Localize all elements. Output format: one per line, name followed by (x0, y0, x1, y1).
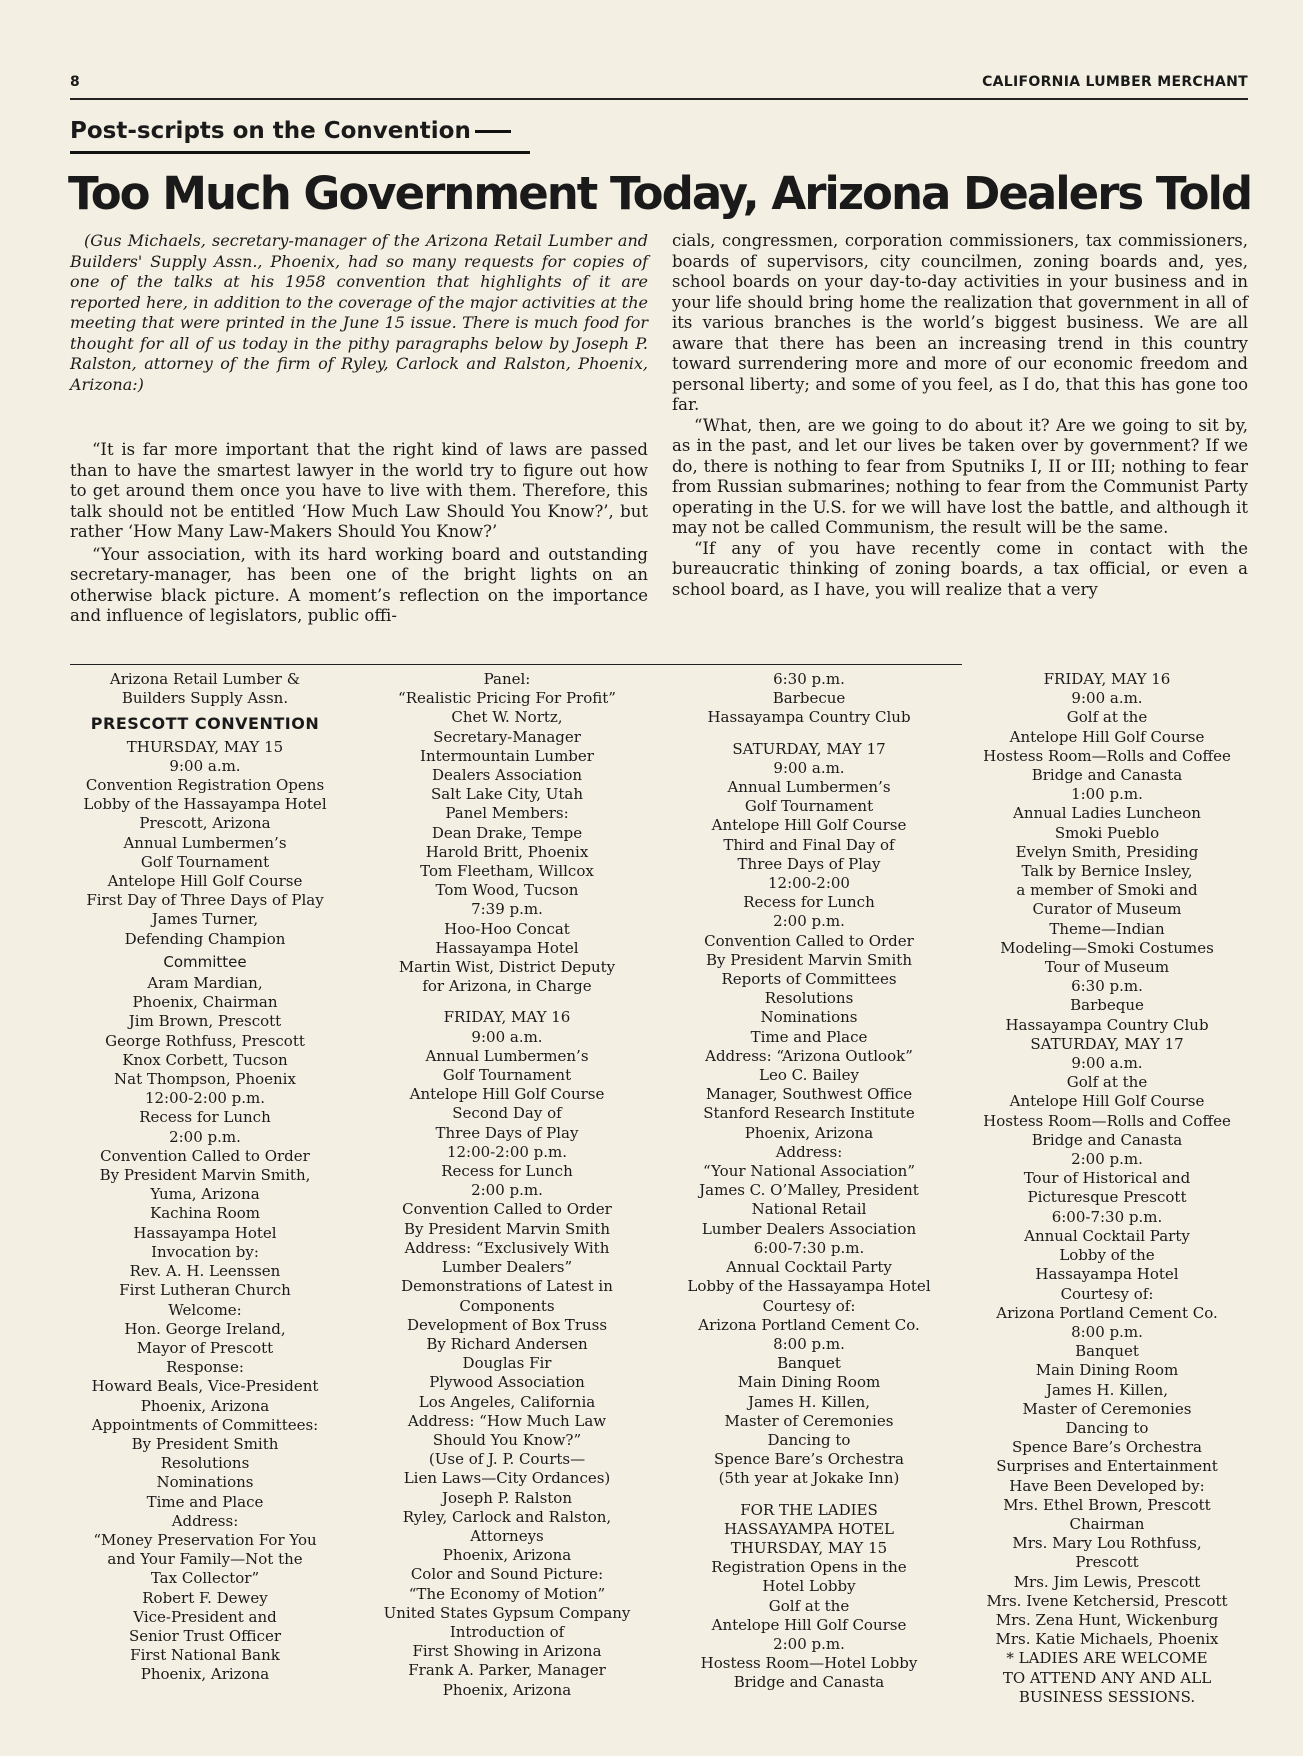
schedule-line: Phoenix, Arizona (140, 1396, 270, 1415)
schedule-line: Antelope Hill Golf Course (1009, 727, 1205, 746)
schedule-lines (366, 670, 648, 996)
schedule-column-3 (668, 670, 950, 1693)
schedule-line: Modeling—Smoki Costumes (1000, 938, 1214, 957)
schedule-line: FRIDAY, MAY 16 (443, 1008, 571, 1027)
schedule-line: Development of Box Truss (406, 1315, 608, 1334)
schedule-line: Third and Final Day of (723, 835, 895, 854)
schedule-line: Tour of Historical and (1023, 1169, 1191, 1188)
schedule-line: “Money Preservation For You (93, 1530, 317, 1549)
schedule-line: Mrs. Katie Michaels, Phoenix (995, 1630, 1219, 1649)
schedule-line: Should You Know?” (432, 1430, 582, 1449)
schedule-line: a member of Smoki and (1016, 881, 1198, 900)
assn-name (64, 670, 346, 708)
schedule-line: Spence Bare’s Orchestra (1012, 1438, 1202, 1457)
schedule-line: Martin Wist, District Deputy (398, 958, 616, 977)
schedule-lines (64, 738, 346, 949)
schedule-line: Chairman (1069, 1514, 1145, 1533)
schedule-line: James H. Killen, (1045, 1380, 1169, 1399)
schedule-line: Antelope Hill Golf Course (409, 1085, 605, 1104)
schedule-line: Vice-President and (133, 1607, 277, 1626)
schedule-line: Golf at the (1066, 708, 1148, 727)
schedule-line: Registration Opens in the (711, 1558, 907, 1577)
schedule-line: (5th year at Jokake Inn) (718, 1469, 900, 1488)
schedule-line: Panel Members: (445, 804, 569, 823)
schedule-line: Address: “Exclusively With (404, 1238, 610, 1257)
schedule-line: for Arizona, in Charge (422, 977, 592, 996)
schedule-line: Hassayampa Hotel (133, 1223, 277, 1242)
schedule-line: Yuma, Arizona (150, 1185, 260, 1204)
schedule-line: Kachina Room (150, 1204, 260, 1223)
schedule-column-1 (64, 670, 346, 1685)
article-column-right (672, 231, 1248, 600)
schedule-line: Frank A. Parker, Manager (408, 1661, 606, 1680)
schedule-line: Three Days of Play (737, 854, 881, 873)
schedule-line: First Lutheran Church (119, 1281, 291, 1300)
schedule-line: Response: (166, 1358, 244, 1377)
schedule-line: 8:00 p.m. (773, 1334, 845, 1353)
schedule-line: Chet W. Nortz, (451, 708, 563, 727)
schedule-lines (668, 670, 950, 728)
schedule-line: Tour of Museum (1044, 958, 1170, 977)
schedule-line: Hassayampa Hotel (1035, 1265, 1179, 1284)
schedule-line: Knox Corbett, Tucson (122, 1050, 288, 1069)
schedule-line: James H. Killen, (747, 1392, 871, 1411)
schedule-line: Mrs. Ethel Brown, Prescott (1003, 1495, 1211, 1514)
schedule-line: By President Smith (131, 1434, 279, 1453)
schedule-line: Salt Lake City, Utah (430, 785, 584, 804)
schedule-line: Mrs. Zena Hunt, Wickenburg (995, 1610, 1219, 1629)
schedule-line: Lobby of the Hassayampa Hotel (83, 795, 327, 814)
schedule-line: 2:00 p.m. (773, 1634, 845, 1653)
schedule-line: HASSAYAMPA HOTEL (724, 1519, 894, 1538)
schedule-line: Courtesy of: (1060, 1284, 1154, 1303)
schedule-line: Bridge and Canasta (1031, 766, 1183, 785)
spacer (668, 728, 950, 740)
schedule-line: Plywood Association (429, 1373, 585, 1392)
article-paragraph: “Your association, with its hard working board and outstanding secretary-manager, has been one of the bright lights on an otherwise black picture. A moment’s reflection on the importance and influence of legislators, public offi- (70, 544, 648, 625)
schedule-line: Tom Fleetham, Willcox (420, 862, 594, 881)
schedule-line: Hotel Lobby (762, 1577, 856, 1596)
schedule-line: James Turner, (151, 910, 259, 929)
schedule-line: Dean Drake, Tempe (431, 823, 583, 842)
schedule-line: Prescott (1075, 1553, 1139, 1572)
schedule-line: 8:00 p.m. (1071, 1322, 1143, 1341)
schedule-line: “Realistic Pricing For Profit” (398, 689, 616, 708)
publication-name: CALIFORNIA LUMBER MERCHANT (982, 74, 1248, 90)
schedule-line: Hon. George Ireland, (124, 1319, 286, 1338)
page-header (70, 74, 1248, 100)
schedule-line: Curator of Museum (1032, 900, 1182, 919)
schedule-line: FRIDAY, MAY 16 (1043, 670, 1171, 688)
schedule-line: THURSDAY, MAY 15 (126, 737, 284, 756)
article-column-left (70, 440, 648, 627)
schedule-line: Introduction of (449, 1622, 565, 1641)
schedule-line: National Retail (751, 1200, 867, 1219)
schedule-line: Jim Brown, Prescott (128, 1012, 282, 1031)
schedule-line: Nat Thompson, Phoenix (114, 1070, 296, 1089)
schedule-line: Panel: (483, 670, 531, 688)
schedule-line: Convention Called to Order (402, 1200, 612, 1219)
schedule-line: Address: (171, 1511, 239, 1530)
spacer (366, 996, 648, 1008)
schedule-line: Hassayampa Hotel (435, 938, 579, 957)
schedule-line: Tax Collector” (150, 1569, 260, 1588)
schedule-line: “The Economy of Motion” (408, 1584, 606, 1603)
schedule-line: Annual Cocktail Party (726, 1258, 892, 1277)
schedule-lines (966, 670, 1248, 1707)
schedule-line: Hassayampa Country Club (707, 708, 911, 727)
schedule-line: Banquet (777, 1354, 841, 1373)
schedule-line: Resolutions (764, 989, 854, 1008)
schedule-line: Phoenix, Arizona (744, 1123, 874, 1142)
schedule-line: Barbecue (772, 689, 846, 708)
schedule-line: Arizona Portland Cement Co. (698, 1315, 920, 1334)
committee-label: Committee (163, 952, 247, 971)
schedule-line: By President Marvin Smith (404, 1219, 610, 1238)
schedule-line: Address: “How Much Law (407, 1411, 607, 1430)
schedule-line: Golf Tournament (744, 797, 874, 816)
schedule-line: Hassayampa Country Club (1005, 1015, 1209, 1034)
schedule-line: Reports of Committees (721, 970, 897, 989)
schedule-line: 9:00 a.m. (1071, 1054, 1143, 1073)
schedule-line: Rev. A. H. Leenssen (129, 1262, 281, 1281)
schedule-line: Robert F. Dewey (142, 1588, 268, 1607)
schedule-lines (668, 740, 950, 1489)
schedule-line: Nominations (760, 1008, 858, 1027)
article-paragraph: “It is far more important that the right kind of laws are passed than to have the smartest lawyer in the world try to figure out how to get around them once you have to live with them. Therefore, this talk should not be entitled ‘How Much Law Should You Know?’, but rather ‘How Many Law-Makers Should You Know?’ (70, 440, 648, 541)
schedule-line: SATURDAY, MAY 17 (732, 739, 886, 758)
schedule-line: Lumber Dealers Association (701, 1219, 917, 1238)
schedule-line: Phoenix, Arizona (442, 1680, 572, 1699)
schedule-line: Time and Place (750, 1027, 868, 1046)
schedule-line: 6:30 p.m. (1071, 977, 1143, 996)
schedule-line: Stanford Research Institute (703, 1104, 915, 1123)
schedule-line: Main Dining Room (737, 1373, 881, 1392)
section-label-dash (475, 130, 511, 133)
schedule-line: By President Marvin Smith, (99, 1166, 311, 1185)
schedule-line: Tom Wood, Tucson (435, 881, 579, 900)
schedule-line: Demonstrations of Latest in (401, 1277, 613, 1296)
schedule-line: First Showing in Arizona (412, 1642, 602, 1661)
schedule-line: Three Days of Play (435, 1123, 579, 1142)
schedule-line: Annual Lumbermen’s (425, 1046, 589, 1065)
schedule-line: Nominations (156, 1473, 254, 1492)
schedule-line: Appointments of Committees: (91, 1415, 319, 1434)
schedule-line: Mrs. Mary Lou Rothfuss, (1012, 1534, 1202, 1553)
schedule-line: Lobby of the (1059, 1246, 1155, 1265)
schedule-line: BUSINESS SESSIONS. (1018, 1687, 1196, 1706)
schedule-line: Annual Lumbermen’s (123, 833, 287, 852)
schedule-line: 9:00 a.m. (1071, 689, 1143, 708)
schedule-line: Intermountain Lumber (420, 746, 594, 765)
schedule-line: Phoenix, Chairman (132, 993, 278, 1012)
schedule-line: Arizona Retail Lumber & (109, 670, 301, 688)
schedule-line: Phoenix, Arizona (442, 1546, 572, 1565)
schedule-line: Invocation by: (151, 1242, 259, 1261)
schedule-line: George Rothfuss, Prescott (105, 1031, 305, 1050)
schedule-line: Master of Ceremonies (1022, 1399, 1192, 1418)
section-rule (70, 151, 530, 154)
schedule-line: Builders Supply Assn. (121, 689, 289, 708)
schedule-line: Hoo-Hoo Concat (444, 919, 570, 938)
schedule-line: 6:00-7:30 p.m. (753, 1238, 865, 1257)
schedule-line: SATURDAY, MAY 17 (1030, 1034, 1184, 1053)
schedule-line: Convention Registration Opens (85, 776, 325, 795)
schedule-line: 12:00-2:00 p.m. (144, 1089, 266, 1108)
schedule-line: Secretary-Manager (433, 727, 581, 746)
schedule-line: Evelyn Smith, Presiding (1015, 842, 1199, 861)
schedule-line: Prescott, Arizona (139, 814, 271, 833)
schedule-line: By President Marvin Smith (706, 950, 912, 969)
schedule-line: Golf Tournament (140, 852, 270, 871)
schedule-divider (70, 664, 962, 665)
schedule-line: Harold Britt, Phoenix (425, 842, 589, 861)
schedule-line: 2:00 p.m. (1071, 1150, 1143, 1169)
schedule-lines (366, 1008, 648, 1699)
schedule-line: First Day of Three Days of Play (86, 891, 324, 910)
schedule-line: Joseph P. Ralston (441, 1488, 573, 1507)
schedule-line: Color and Sound Picture: (410, 1565, 604, 1584)
schedule-line: Welcome: (168, 1300, 242, 1319)
schedule-line: 6:30 p.m. (773, 670, 845, 688)
spacer (668, 1489, 950, 1501)
schedule-line: Bridge and Canasta (1031, 1130, 1183, 1149)
schedule-line: Surprises and Entertainment (996, 1457, 1218, 1476)
schedule-line: 2:00 p.m. (773, 912, 845, 931)
schedule-column-2 (366, 670, 648, 1700)
schedule-line: * LADIES ARE WELCOME (1006, 1649, 1208, 1668)
schedule-line: Resolutions (160, 1454, 250, 1473)
schedule-line: Golf at the (768, 1596, 850, 1615)
schedule-line: Annual Lumbermen’s (727, 778, 891, 797)
schedule-line: 9:00 a.m. (773, 758, 845, 777)
header-rule (70, 98, 1248, 100)
schedule-line: Antelope Hill Golf Course (711, 1615, 907, 1634)
schedule-line: Recess for Lunch (743, 893, 875, 912)
schedule-line: 2:00 p.m. (471, 1181, 543, 1200)
schedule-line: Mayor of Prescott (136, 1338, 274, 1357)
schedule-line: Lumber Dealers” (441, 1258, 573, 1277)
schedule-line: Los Angeles, California (418, 1392, 596, 1411)
schedule-line: Smoki Pueblo (1054, 823, 1160, 842)
article-intro: (Gus Michaels, secretary-manager of the Arizona Retail Lumber and Builders' Supply Assn., Phoenix, had so many requests for copies of one of the talks at his 1958 convention that highlights of it are reported here, in addition to the coverage of the major activities at the meeting that were printed in the June 15 issue. There is much food for thought for all of us today in the pithy paragraphs below by Joseph P. Ralston, attorney of the firm of Ryley, Carlock and Ralston, Phoenix, Arizona:) (70, 231, 648, 394)
schedule-line: Arizona Portland Cement Co. (996, 1303, 1218, 1322)
schedule-line: Aram Mardian, (147, 974, 263, 993)
schedule-line: FOR THE LADIES (740, 1500, 878, 1519)
schedule-line: TO ATTEND ANY AND ALL (1002, 1668, 1212, 1687)
schedule-line: Annual Ladies Luncheon (1013, 804, 1201, 823)
article-paragraph: “What, then, are we going to do about it? Are we going to sit by, as in the past, and let our lives be taken over by government? If we do, there is nothing to fear from Sputniks I, II or III; nothing to fear from Russian submarines; nothing to fear from the Communist Party operating in the U.S. for we will have lost the battle, and although it may not be called Communism, the result will be the same. (672, 415, 1248, 537)
schedule-line: and Your Family—Not the (107, 1550, 303, 1569)
schedule-line: THURSDAY, MAY 15 (730, 1538, 888, 1557)
schedule-line: 7:39 p.m. (471, 900, 543, 919)
schedule-line: Components (459, 1296, 555, 1315)
schedule-line: Theme—Indian (1049, 919, 1165, 938)
schedule-line: Hostess Room—Rolls and Coffee (983, 1111, 1231, 1130)
schedule-line: Antelope Hill Golf Course (711, 816, 907, 835)
schedule-line: Manager, Southwest Office (705, 1085, 913, 1104)
schedule-line: Convention Called to Order (704, 931, 914, 950)
schedule-line: 1:00 p.m. (1071, 785, 1143, 804)
schedule-line: (Use of J. P. Courts— (428, 1450, 586, 1469)
schedule-column-4 (966, 670, 1248, 1707)
schedule-line: Recess for Lunch (441, 1162, 573, 1181)
schedule-line: 9:00 a.m. (471, 1027, 543, 1046)
schedule-line: Talk by Bernice Insley, (1021, 862, 1193, 881)
schedule-line: Leo C. Bailey (758, 1066, 860, 1085)
schedule-line: Have Been Developed by: (1009, 1476, 1205, 1495)
schedule-line: Bridge and Canasta (733, 1673, 885, 1692)
schedule-line: 9:00 a.m. (169, 756, 241, 775)
schedule-line: Spence Bare’s Orchestra (714, 1450, 904, 1469)
schedule-line: James C. O’Malley, President (699, 1181, 919, 1200)
schedule-line: 12:00-2:00 (768, 874, 850, 893)
schedule-line: Phoenix, Arizona (140, 1665, 270, 1684)
schedule-line: Banquet (1075, 1342, 1139, 1361)
schedule-lines (668, 1501, 950, 1693)
schedule-line: Antelope Hill Golf Course (107, 872, 303, 891)
schedule-line: Picturesque Prescott (1027, 1188, 1187, 1207)
schedule-line: Douglas Fir (462, 1354, 552, 1373)
schedule-line: By Richard Andersen (426, 1334, 588, 1353)
article-paragraph: “If any of you have recently come in contact with the bureaucratic thinking of zoning boards, a tax official, or even a school board, as I have, you will realize that a very (672, 538, 1248, 599)
schedule-line: Ryley, Carlock and Ralston, (402, 1507, 612, 1526)
schedule-line: Hostess Room—Hotel Lobby (700, 1654, 918, 1673)
schedule-line: Courtesy of: (762, 1296, 856, 1315)
schedule-line: First National Bank (130, 1646, 280, 1665)
schedule-line: Master of Ceremonies (724, 1411, 894, 1430)
page-number: 8 (70, 74, 80, 90)
schedule-line: Lien Laws—City Ordances) (403, 1469, 611, 1488)
section-label (70, 118, 511, 144)
convention-title: PRESCOTT CONVENTION (90, 714, 320, 734)
schedule-line: Barbeque (1070, 996, 1144, 1015)
schedule-line: Convention Called to Order (100, 1146, 310, 1165)
schedule-line: Lobby of the Hassayampa Hotel (687, 1277, 931, 1296)
schedule-line: Time and Place (146, 1492, 264, 1511)
schedule-line: Dancing to (767, 1430, 851, 1449)
schedule-line: Main Dining Room (1035, 1361, 1179, 1380)
schedule-line: Dancing to (1065, 1418, 1149, 1437)
schedule-line: Golf at the (1066, 1073, 1148, 1092)
headline: Too Much Government Today, Arizona Dealers Told (68, 167, 1252, 220)
schedule-line: Second Day of (452, 1104, 562, 1123)
schedule-line: Mrs. Ivene Ketchersid, Prescott (986, 1591, 1228, 1610)
schedule-line: Hostess Room—Rolls and Coffee (983, 746, 1231, 765)
schedule-lines (64, 974, 346, 1685)
section-label-text: Post-scripts on the Convention (70, 118, 471, 144)
schedule-line: 12:00-2:00 p.m. (446, 1142, 568, 1161)
schedule-line: United States Gypsum Company (383, 1603, 631, 1622)
schedule-line: Annual Cocktail Party (1024, 1226, 1190, 1245)
schedule-line: Defending Champion (124, 929, 286, 948)
schedule-line: Address: “Arizona Outlook” (705, 1046, 913, 1065)
schedule-line: Address: (775, 1142, 843, 1161)
schedule-line: “Your National Association” (703, 1162, 915, 1181)
schedule-line: Golf Tournament (442, 1066, 572, 1085)
schedule-line: Dealers Association (431, 766, 583, 785)
schedule-line: Senior Trust Officer (128, 1626, 282, 1645)
schedule-line: 6:00-7:30 p.m. (1051, 1207, 1163, 1226)
schedule-line: Recess for Lunch (139, 1108, 271, 1127)
schedule-line: Antelope Hill Golf Course (1009, 1092, 1205, 1111)
schedule-line: Howard Beals, Vice-President (91, 1377, 319, 1396)
article-paragraph: cials, congressmen, corporation commissioners, tax commissioners, boards of supervisors, city councilmen, zoning boards and, yes, school boards on your day-to-day activities in your business and in your life should bring home the realization that government in all of its various branches is the world’s biggest business. We are all aware that there has been an increasing trend in this country toward surrendering more and more of our economic freedom and personal liberty; and some of you feel, as I do, that this has gone too far. (672, 231, 1248, 414)
schedule-line: Mrs. Jim Lewis, Prescott (1013, 1572, 1201, 1591)
schedule-line: 2:00 p.m. (169, 1127, 241, 1146)
schedule-line: Attorneys (470, 1526, 544, 1545)
